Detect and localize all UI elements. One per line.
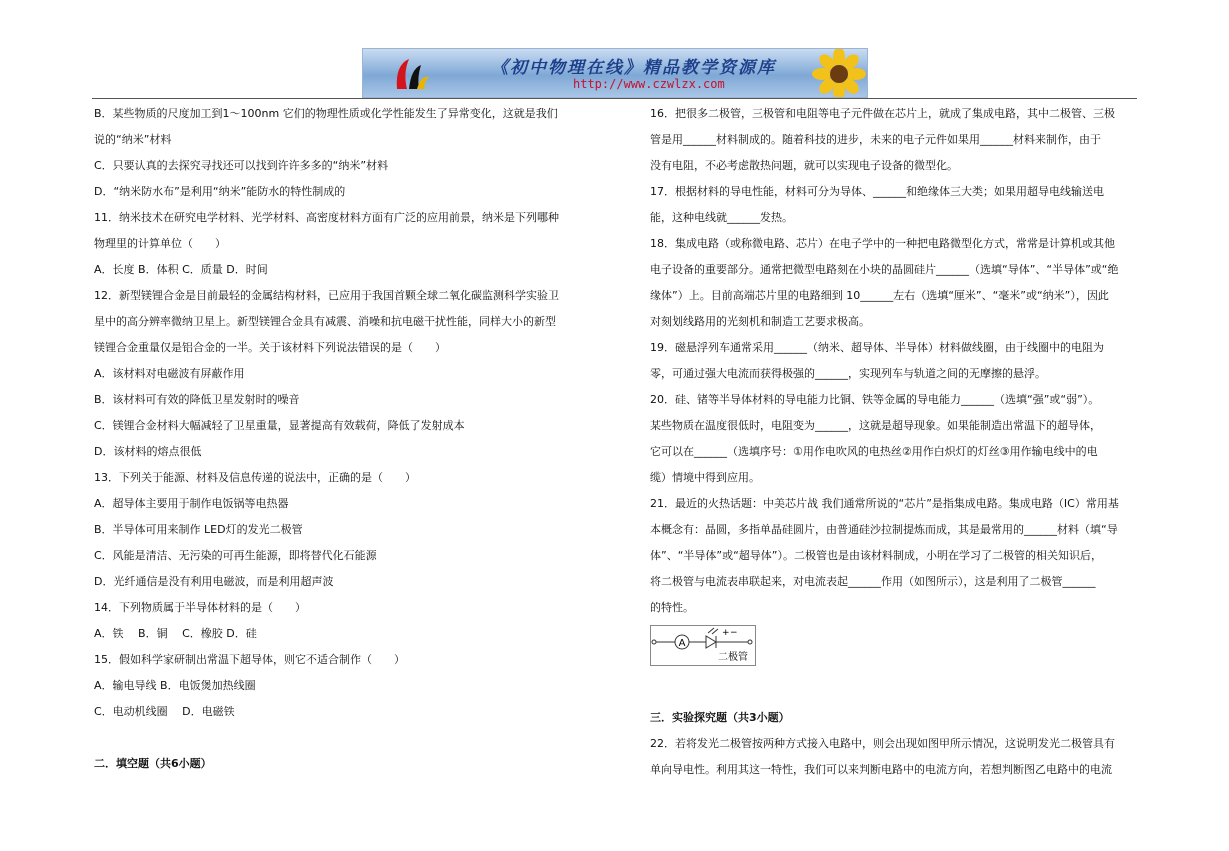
text-line: 21．最近的火热话题：中美芯片战 我们通常所说的“芯片”是指集成电路。集成电路（IC）常用基 — [650, 497, 1119, 510]
text-line: C．只要认真的去探究寻找还可以找到许许多多的“纳米”材料 — [94, 159, 389, 172]
ammeter-diode-diagram — [650, 625, 760, 673]
text-line: 22．若将发光二极管按两种方式接入电路中，则会出现如图甲所示情况，这说明发光二极管具有 — [650, 737, 1115, 750]
text-line: 体”、“半导体”或“超导体”）。二极管也是由该材料制成，小明在学习了二极管的相关知识后， — [650, 549, 1102, 562]
text-line: A．长度 B．体积 C．质量 D．时间 — [94, 263, 268, 276]
text-line: 电子设备的重要部分。通常把微型电路刻在小块的晶圆硅片______（选填“导体”、“半导体”或“绝 — [650, 263, 1119, 276]
text-line: 零，可通过强大电流而获得极强的______，实现列车与轨道之间的无摩擦的悬浮。 — [650, 367, 1046, 380]
ammeter-symbol: A — [678, 638, 686, 649]
section-heading-experiment: 三．实验探究题（共3小题） — [650, 711, 790, 724]
svg-text:+: + — [722, 628, 730, 638]
text-line: 单向导电性。利用其这一特性，我们可以来判断电路中的电流方向，若想判断图乙电路中的电流 — [650, 763, 1112, 776]
text-line: B．该材料可有效的降低卫星发射时的噪音 — [94, 393, 300, 406]
text-line: 17．根据材料的导电性能，材料可分为导体、______和绝缘体三大类；如果用超导电线输送电 — [650, 185, 1104, 198]
right-column — [650, 101, 1138, 783]
text-line: 它可以在______（选填序号：①用作电吹风的电热丝②用作白炽灯的灯丝③用作输电线中的电 — [650, 445, 1098, 458]
text-line: 缆）情境中得到应用。 — [650, 471, 760, 484]
text-line: 14．下列物质属于半导体材料的是（ ） — [94, 601, 306, 614]
text-line: 说的“纳米”材料 — [94, 133, 172, 146]
text-line: D．“纳米防水布”是利用“纳米”能防水的特性制成的 — [94, 185, 346, 198]
text-line: 15．假如科学家研制出常温下超导体，则它不适合制作（ ） — [94, 653, 405, 666]
text-line: 11．纳米技术在研究电学材料、光学材料、高密度材料方面有广泛的应用前景，纳米是下列哪种 — [94, 211, 559, 224]
section-heading-fill-in: 二．填空题（共6小题） — [94, 757, 212, 770]
site-logo — [391, 55, 431, 93]
text-line: 物理里的计算单位（ ） — [94, 237, 226, 250]
banner-title: 《初中物理在线》精品教学资源库 — [491, 58, 776, 78]
text-line: D．光纤通信是没有利用电磁波，而是利用超声波 — [94, 575, 334, 588]
text-line: A．铁 B．铜 C．橡胶 D．硅 — [94, 627, 257, 640]
sunflower-icon — [797, 49, 867, 98]
text-line: A．超导体主要用于制作电饭锅等电热器 — [94, 497, 289, 510]
text-line: 将二极管与电流表串联起来，对电流表起______作用（如图所示），这是利用了二极管______ — [650, 575, 1096, 588]
text-line: 没有电阻，不必考虑散热问题，就可以实现电子设备的微型化。 — [650, 159, 958, 172]
header-rule — [92, 98, 1137, 99]
text-line: 能，这种电线就______发热。 — [650, 211, 793, 224]
text-line: B．某些物质的尺度加工到1～100nm 它们的物理性质或化学性能发生了异常变化，这就是我们 — [94, 107, 558, 120]
text-line: 13．下列关于能源、材料及信息传递的说法中，正确的是（ ） — [94, 471, 416, 484]
left-column — [94, 101, 594, 777]
text-line: C．风能是清洁、无污染的可再生能源，即将替代化石能源 — [94, 549, 377, 562]
text-line: B．半导体可用来制作 LED灯的发光二极管 — [94, 523, 303, 536]
text-line: 管是用______材料制成的。随着科技的进步，未来的电子元件如果用______材料来制作，由于 — [650, 133, 1101, 146]
text-line: 20．硅、锗等半导体材料的导电能力比铜、铁等金属的导电能力______（选填“强”或“弱”）。 — [650, 393, 1100, 406]
text-line: A．该材料对电磁波有屏蔽作用 — [94, 367, 245, 380]
text-line: 缘体”）上。目前高端芯片里的电路细到 10______左右（选填“厘米”、“毫米”或“纳米”），因此 — [650, 289, 1109, 302]
diagram-caption: 二极管 — [718, 652, 748, 663]
text-line: 的特性。 — [650, 601, 694, 614]
text-line: 镁锂合金重量仅是铝合金的一半。关于该材料下列说法错误的是（ ） — [94, 341, 446, 354]
text-line: A．输电导线 B．电饭煲加热线圈 — [94, 679, 256, 692]
text-line: 12．新型镁锂合金是目前最轻的金属结构材料，已应用于我国首颗全球二氧化碳监测科学实验卫 — [94, 289, 559, 302]
header-banner — [362, 48, 868, 98]
text-line: 19．磁悬浮列车通常采用______（纳米、超导体、半导体）材料做线圈，由于线圈中的电阻为 — [650, 341, 1104, 354]
text-line: 18．集成电路（或称微电路、芯片）在电子学中的一种把电路微型化方式，常常是计算机或其他 — [650, 237, 1115, 250]
text-line: 16．把很多二极管，三极管和电阻等电子元件做在芯片上，就成了集成电路，其中二极管、三极 — [650, 107, 1115, 120]
banner-url[interactable]: http://www.czwlzx.com — [573, 77, 725, 91]
text-line: C．镁锂合金材料大幅减轻了卫星重量，显著提高有效载荷，降低了发射成本 — [94, 419, 465, 432]
text-line: 对刻划线路用的光刻机和制造工艺要求极高。 — [650, 315, 870, 328]
text-line: 某些物质在温度很低时，电阻变为______，这就是超导现象。如果能制造出常温下的超导体， — [650, 419, 1101, 432]
svg-text:−: − — [730, 628, 738, 638]
text-line: 星中的高分辨率微纳卫星上。新型镁锂合金具有减震、消噪和抗电磁干扰性能，同样大小的新型 — [94, 315, 556, 328]
text-line: 本概念有：晶圆，多指单晶硅圆片，由普通硅沙拉制提炼而成，其是最常用的______材料（填“导 — [650, 523, 1118, 536]
text-line: D．该材料的熔点很低 — [94, 445, 202, 458]
text-line: C．电动机线圈 D．电磁铁 — [94, 705, 235, 718]
